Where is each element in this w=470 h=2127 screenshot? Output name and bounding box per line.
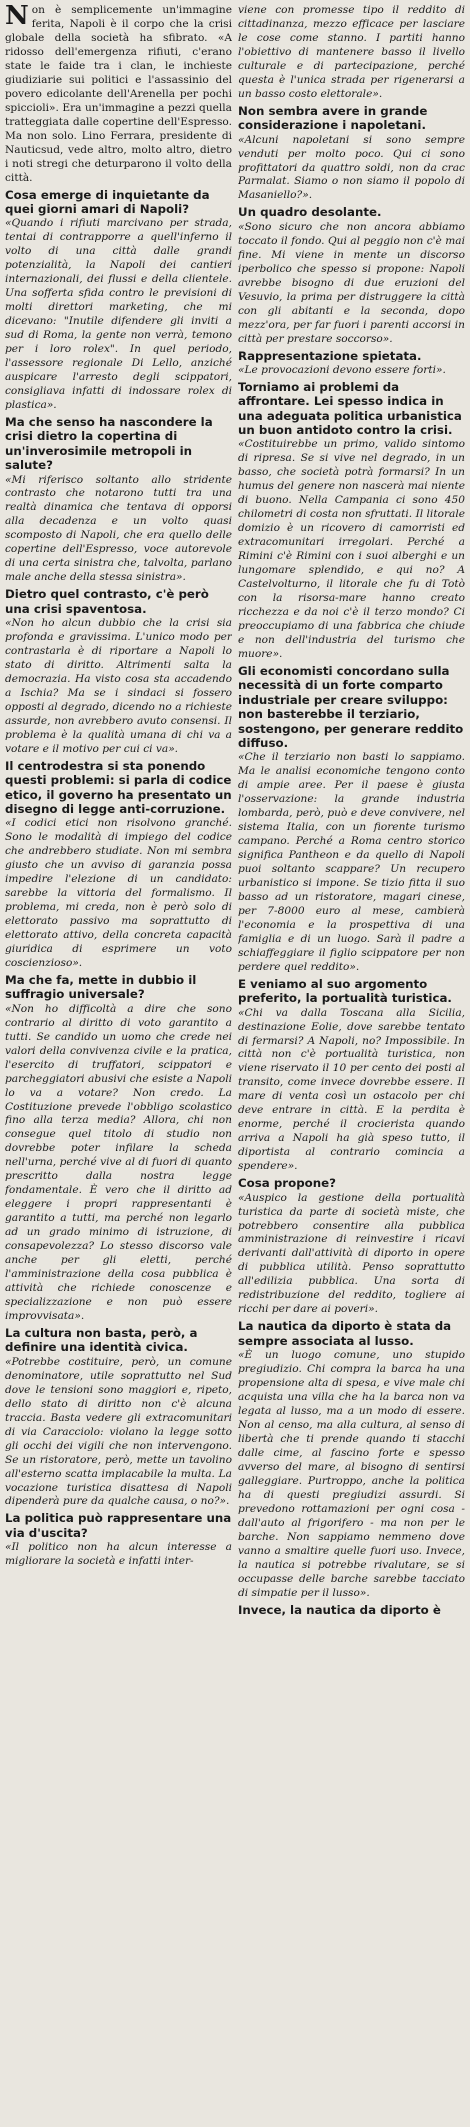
interview-answer: «Sono sicuro che non ancora abbiamo toccato il fondo. Qui al peggio non c'è mai fine. Mi viene in mente un discorso iperbolico che spesso si propone: Napoli avrebbe bisogno di due eruzioni del Vesuvio, la prima per distruggere la città con gli abitanti e la seconda, dopo mezz'ora, per far fuori i parenti accorsi in città per prestare soccorso».: [238, 220, 465, 345]
interview-question: Cosa emerge di inquietante da quei giorni amari di Napoli?: [5, 187, 210, 216]
interview-question: La nautica da diporto è stata da sempre associata al lusso.: [238, 1319, 452, 1348]
interview-question: Ma che senso ha nascondere la crisi dietro la copertina di un'inverosimile metropoli in salute?: [5, 414, 213, 473]
interview-question: Ma che fa, mette in dubbio il suffragio universale?: [5, 972, 197, 1002]
interview-answer: «Alcuni napoletani si sono sempre venduti per molto poco. Qui ci sono profittatori da quattro soldi, non da crac Parmalat. Siamo o non siamo il popolo di Masaniello?».: [238, 133, 465, 202]
interview-answer: viene con promesse tipo il reddito di cittadinanza, mezzo efficace per lasciare le cose come stanno. I partiti hanno l'obiettivo di mantenere basso il livello culturale e di partecipazione, perché questa è l'unica strada per rigenerarsi a un basso costo elettorale».: [238, 4, 465, 100]
interview-answer: «Che il terziario non basti lo sappiamo. Ma le analisi economiche tengono conto di ampie aree. Per il paese è giusta l'osservazione: la grande industria lombarda, però, può e deve convivere, nel sistema Italia, con un fiorente turismo campano. Perché a Roma centro storico significa Pantheon e da quello di Napoli puoi soltanto scappare? Un recupero urbanistico si impone. Se tizio fitta il suo basso ad un ristoratore, magari cinese, per 7-8000 euro al mese, cambierà l'economia e la prospettiva di una famiglia e di un luogo. Sarà il padre a schiaffeggiare il figlio scippatore per non perdere quel reddito».: [238, 751, 465, 973]
interview-question: Cosa propone?: [238, 1176, 337, 1191]
interview-question: Rappresentazione spietata.: [238, 348, 422, 363]
interview-answer: «Quando i rifiuti marcivano per strada, tentai di contrapporre a quell'inferno il volto di una città dalle grandi potenzialità, la Napoli dei cantieri internazionali, dei flussi e della clientele. Una sofferta sfida contro le previsioni di molti direttori marketing, che mi dicevano: "Inutile difendere gli inviti a sud di Roma, la gente non verrà, temono per i loro rolex". In quel periodo, l'assessore regionale Di Lello, anziché auspicare l'arresto degli scippatori, consigliava infatti di indossare rolex di plastica».: [5, 217, 232, 411]
interview-answer: «Chi va dalla Toscana alla Sicilia, destinazione Eolie, dove sarebbe tentato di fermarsi? A Napoli, no? Impossibile. In città non c'è portualità turistica, non viene riservato il 10 per cento dei posti al transito, come invece dovrebbe essere. Il mare di venta così un ostacolo per chi deve entrare in città. E la perdita è enorme, perché il crocierista quando arriva a Napoli ha già speso tutto, il diportista al contrario comincia a spendere».: [238, 1006, 465, 1173]
interview-question: Dietro quel contrasto, c'è però una crisi spaventosa.: [5, 587, 209, 616]
interview-question: La politica può rappresentare una via d'uscita?: [5, 1511, 232, 1540]
interview-answer: «Non ho alcun dubbio che la crisi sia profonda e gravissima. L'unico modo per contrastarla è di riportare a Napoli lo stato di diritto. Altrimenti salta la democrazia. Ha visto cosa sta accadendo a Ischia? Ma se i sindaci si fossero opposti al degrado, dicendo no a richieste assurde, non avrebbero avuto consensi. Il problema è la qualità umana di chi va a votare e il motivo per cui ci va».: [5, 617, 232, 755]
interview-question: Il centrodestra si sta ponendo questi problemi: si parla di codice etico, il governo ha presentato un disegno di legge anti-corruzione.: [5, 758, 232, 816]
interview-question: La cultura non basta, però, a definire una identità civica.: [5, 1326, 198, 1355]
interview-answer: «I codici etici non risolvono granché. Sono le modalità di impiego del codice che andrebbero studiate. Non mi sembra giusto che un avviso di garanzia possa impedire l'elezione di un candidato: sarebbe la vittoria del formalismo. Il problema, mi creda, non è però solo di elettorato passivo ma soprattutto di elettorato attivo, della concreta capacità giuridica di esprimere un voto coscienzioso».: [5, 817, 232, 969]
left-column: [5, 4, 232, 2127]
interview-answer: «Il politico non ha alcun interesse a migliorare la società e infatti inter-: [5, 1541, 232, 1568]
interview-answer: «Costituirebbe un primo, valido sintomo di ripresa. Se si vive nel degrado, in un basso, che società potrà formarsi? In un humus del genere non nascerà mai niente di buono. Nella Campania ci sono 450 chilometri di costa non sfruttati. Il litorale domizio è un ricovero di camorristi ed extracomunitari irregolari. Perché a Rimini c'è Rimini con i suoi alberghi e un lungomare splendido, e qui no? A Castelvolturno, il litorale che fu di Totò con la risorsa-mare hanno creato ricchezza e da noi c'è il terzo mondo? Ci preoccupiamo di una fabbrica che chiude e non dell'industria del turismo che muore».: [238, 438, 465, 660]
interview-answer: «Potrebbe costituire, però, un comune denominatore, utile soprattutto nel Sud dove le tensioni sono maggiori e, ripeto, dello stato di diritto non c'è alcuna traccia. Basta vedere gli extracomunitari di via Caracciolo: violano la legge sotto gli occhi dei vigili che non intervengono. Se un ristoratore, però, mette un tavolino all'esterno scatta implacabile la multa. La vocazione turistica disattesa di Napoli dipenderà pure da qualche causa, o no?».: [5, 1355, 232, 1508]
interview-question: Torniamo ai problemi da affrontare. Lei spesso indica in una adeguata politica urbanistica un buon antidoto contro la crisi.: [238, 379, 462, 438]
interview-question: Gli economisti concordano sulla necessità di un forte comparto industriale per creare sviluppo: non basterebbe il terziario, sostengono, per generare reddito diffuso.: [238, 663, 464, 750]
interview-question: Un quadro desolante.: [238, 205, 382, 220]
interview-question: Invece, la nautica da diporto è: [238, 1602, 441, 1617]
interview-answer: «Le provocazioni devono essere forti».: [238, 363, 446, 376]
interview-answer: «Mi riferisco soltanto allo stridente contrasto che notarono tutti tra una realtà dinamica che tentava di opporsi alla decadenza e un volto quasi scomposto di Napoli, che era quello delle copertine dell'Espresso, voce autorevole di una certa sinistra che, talvolta, parlano male anche della stessa sinistra».: [5, 473, 232, 584]
interview-answer: «Non ho difficoltà a dire che sono contrario al diritto di voto garantito a tutti. Se candido un uomo che crede nei valori della convivenza civile e la pratica, l'esercito di truffatori, scippatori e parcheggiatori abusivi che esiste a Napoli lo va a votare? Non credo. La Costituzione prevede l'obbligo scolastico fino alla terza media? Allora, chi non consegue quel titolo di studio non dovrebbe poter infilare la scheda nell'urna, perché vive al di fuori di quanto prescritto dalla nostra legge fondamentale. È vero che il diritto ad eleggere i propri rappresentanti è garantito a tutti, ma perché non legarlo ad un grado minimo di istruzione, di consapevolezza? Lo stesso discorso vale anche per gli eletti, perché l'amministrazione della cosa pubblica è attività che richiede conoscenze e specializzazione e non può essere improvvisata».: [5, 1002, 232, 1323]
interview-question: Non sembra avere in grande considerazione i napoletani.: [238, 103, 428, 133]
interview-answer: «È un luogo comune, uno stupido pregiudizio. Chi compra la barca ha una propensione alta di spesa, e vive male chi acquista una villa che ha la barca non va legata al lusso, ma a un modo di essere. Non al censo, ma alla cultura, al senso di libertà che ti prende quando ti stacchi dalle cime, al fascino forte e spesso avverso del mare, al bisogno di sentirsi galleggiare. Purtroppo, anche la politica ha di questi pregiudizi assurdi. Si prevedono rottamazioni per ogni cosa - dall'auto al frigorifero - ma non per le barche. Non sappiamo nemmeno dove vanno a smaltire quelle fuori uso. Invece, la nautica si potrebbe rivalutare, se si occupasse delle barche sarebbe tacciato di simpatie per il lusso».: [238, 1349, 465, 1599]
interview-question: E veniamo al suo argomento preferito, la portualità turistica.: [238, 976, 452, 1006]
interview-answer: «Auspico la gestione della portualità turistica da parte di società miste, che potrebbero consentire alla pubblica amministrazione di reinvestire i ricavi derivanti dall'attività di diporto in opere di pubblica utilità. Penso soprattutto all'edilizia pubblica. Una sorta di redistribuzione del reddito, togliere ai ricchi per dare ai poveri».: [238, 1191, 465, 1316]
lead-text: on è semplicemente un'immagine ferita, Napoli è il corpo che la crisi globale della società ha sfibrato. «A ridosso dell'emergenza rifiuti, c'erano state le faide tra i clan, le inchieste giudiziarie sui politici e l'assassinio del povero edicolante dell'Arenella per pochi spiccioli». Era un'immagine a pezzi quella tratteggiata dalle copertine dell'Espresso. Ma non solo. Lino Ferrara, presidente di Nauticsud, vede altro, molto altro, dietro i noti stregi che deturparono il volto della città.: [5, 4, 232, 184]
lead-paragraph: [5, 4, 232, 186]
drop-cap: N: [5, 4, 29, 31]
right-column: [238, 4, 465, 2127]
